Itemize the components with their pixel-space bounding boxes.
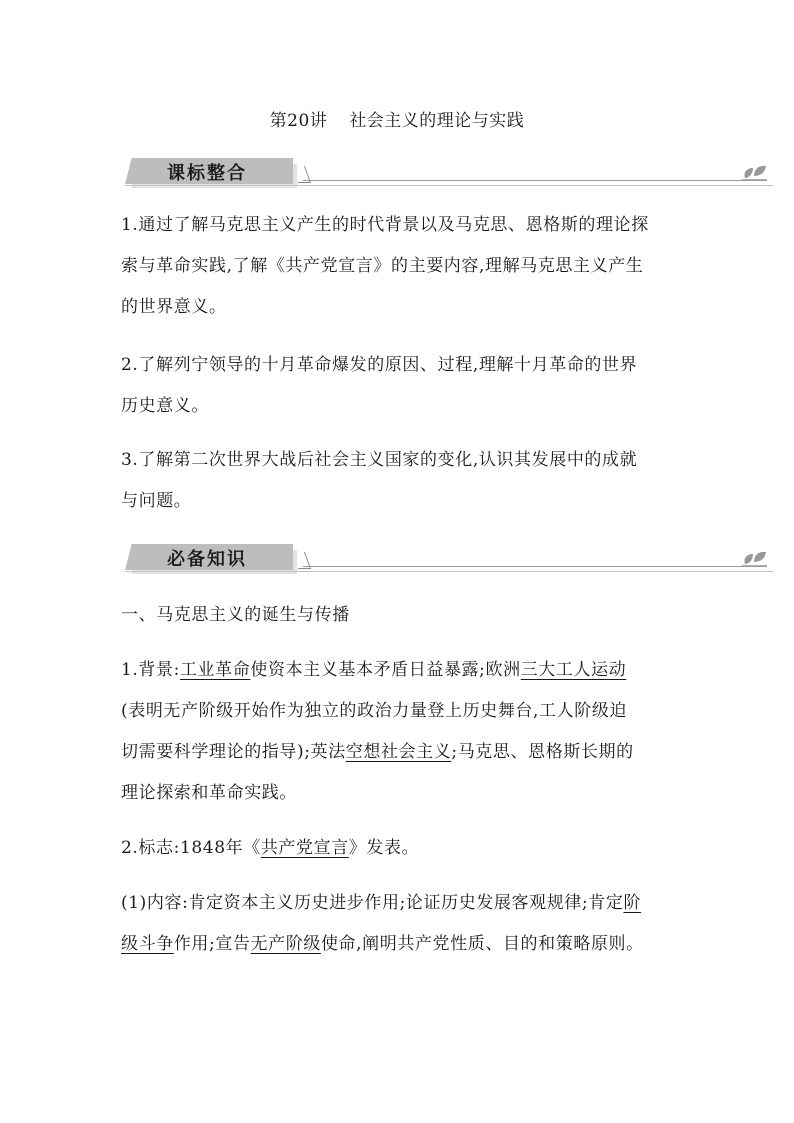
knowledge-background — [121, 650, 677, 814]
section-banner-standards — [125, 158, 773, 192]
text-line: 2.了解列宁领导的十月革命爆发的原因、过程,理解十月革命的世界 — [121, 355, 638, 375]
underlined-term: 阶 — [623, 893, 642, 913]
knowledge-heading: 一、马克思主义的诞生与传播 — [121, 605, 350, 625]
section-label: 课标整合 — [167, 163, 247, 184]
text-run: (1)内容:肯定资本主义历史进步作用;论证历史发展客观规律;肯定 — [121, 893, 624, 913]
lecture-topic: 社会主义的理论与实践 — [349, 111, 525, 131]
text-run: 使命,阐明共产党性质、目的和策略原则。 — [320, 934, 644, 954]
leaf-icon — [741, 548, 769, 568]
text-run: 使资本主义基本矛盾日益暴露;欧洲 — [250, 660, 521, 680]
banner-rule-lower — [125, 571, 773, 572]
text-run: 切需要科学理论的指导);英法 — [121, 742, 346, 762]
underlined-term: 三大工人运动 — [520, 660, 627, 680]
leaf-icon — [741, 162, 769, 182]
standard-item-2 — [121, 345, 677, 427]
text-run: 作用;宣告 — [173, 934, 251, 954]
knowledge-content — [121, 883, 677, 965]
knowledge-mark — [121, 828, 677, 869]
text-line: 历史意义。 — [121, 396, 209, 416]
underlined-term: 共产党宣言 — [260, 838, 349, 858]
standard-item-1 — [121, 205, 677, 328]
underlined-term: 级斗争 — [121, 934, 174, 954]
text-line: (表明无产阶级开始作为独立的政治力量登上历史舞台,工人阶级迫 — [121, 701, 628, 721]
banner-rule-lower — [125, 185, 773, 186]
section-label: 必备知识 — [167, 549, 247, 570]
text-line — [121, 883, 677, 924]
text-line: 1.通过了解马克思主义产生的时代背景以及马克思、恩格斯的理论探 — [121, 215, 649, 235]
text-run: 》发表。 — [348, 838, 420, 858]
text-line: 与问题。 — [121, 491, 192, 511]
section-banner-knowledge — [125, 544, 773, 578]
underlined-term: 工业革命 — [179, 660, 251, 680]
text-line: 索与革命实践,了解《共产党宣言》的主要内容,理解马克思主义产生 — [121, 256, 644, 276]
standard-item-3 — [121, 440, 677, 522]
text-line: 的世界意义。 — [121, 297, 227, 317]
underlined-term: 空想社会主义 — [345, 742, 452, 762]
text-line: 3.了解第二次世界大战后社会主义国家的变化,认识其发展中的成就 — [121, 450, 638, 470]
text-run: 2.标志:1848年《 — [121, 838, 261, 858]
text-line — [121, 828, 677, 869]
text-line — [121, 732, 677, 773]
banner-rule — [303, 566, 767, 567]
page-title — [0, 106, 794, 131]
text-line — [121, 650, 677, 691]
text-line — [121, 924, 677, 965]
underlined-term: 无产阶级 — [250, 934, 321, 954]
text-run: ;马克思、恩格斯长期的 — [451, 742, 634, 762]
banner-rule — [303, 180, 767, 181]
text-line: 理论探索和革命实践。 — [121, 783, 297, 803]
item-prefix: 1.背景: — [121, 660, 180, 680]
lecture-number: 第20讲 — [269, 111, 328, 131]
